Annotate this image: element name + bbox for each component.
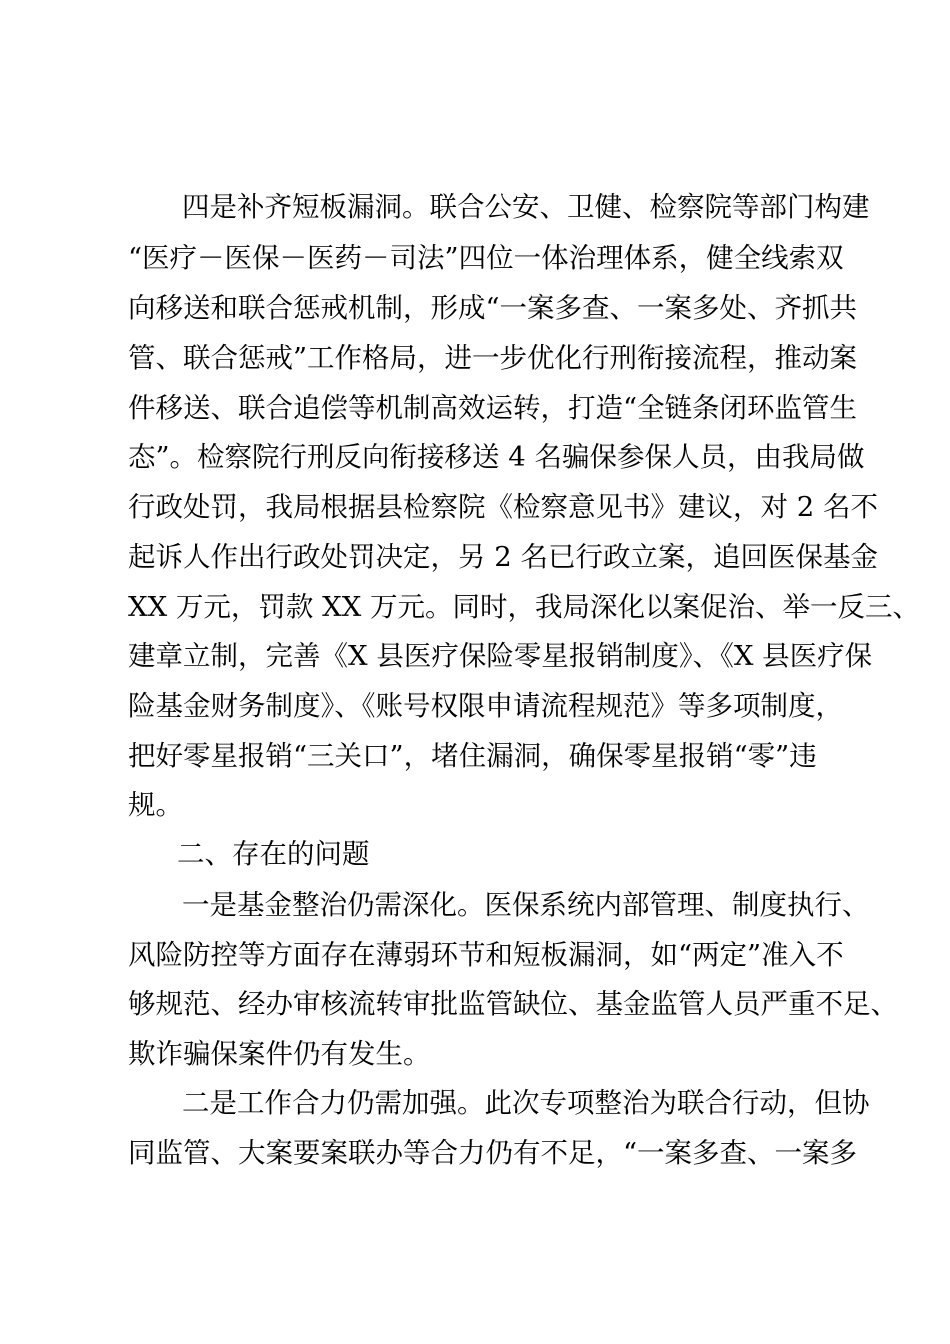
paragraph-4-line-2: “医疗－医保－医药－司法”四位一体治理体系，健全线索双 xyxy=(128,242,844,274)
paragraph-1-line-2: 风险防控等方面存在薄弱环节和短板漏洞，如“两定”准入不 xyxy=(128,939,844,971)
paragraph-4-line-4: 管、联合惩戒”工作格局，进一步优化行刑衔接流程，推动案 xyxy=(128,342,858,374)
paragraph-4-line-3: 向移送和联合惩戒机制，形成“一案多查、一案多处、齐抓共 xyxy=(128,292,858,324)
paragraph-4-line-11: 险基金财务制度》、《账号权限申请流程规范》等多项制度， xyxy=(128,690,843,722)
paragraph-4-line-7: 行政处罚，我局根据县检察院《检察意见书》建议，对 2 名不 xyxy=(128,491,878,523)
paragraph-4-line-8: 起诉人作出行政处罚决定，另 2 名已行政立案，追回医保基金 xyxy=(128,541,878,573)
paragraph-2-line-1: 二是工作合力仍需加强。此次专项整治为联合行动，但协 xyxy=(182,1087,870,1119)
section-heading: 二、存在的问题 xyxy=(177,838,370,870)
paragraph-1-line-3: 够规范、经办审核流转审批监管缺位、基金监管人员严重不足、 xyxy=(128,988,898,1020)
paragraph-4-line-1: 四是补齐短板漏洞。联合公安、卫健、检察院等部门构建 xyxy=(182,191,870,223)
paragraph-2-line-2: 同监管、大案要案联办等合力仍有不足，“一案多查、一案多 xyxy=(128,1137,858,1169)
paragraph-4-line-5: 件移送、联合追偿等机制高效运转，打造“全链条闭环监管生 xyxy=(128,392,858,424)
paragraph-4-line-10: 建章立制，完善《X 县医疗保险零星报销制度》、《X 县医疗保 xyxy=(128,640,873,672)
paragraph-1-line-1: 一是基金整治仍需深化。医保系统内部管理、制度执行、 xyxy=(182,889,870,921)
paragraph-4-line-6: 态”。检察院行刑反向衔接移送 4 名骗保参保人员，由我局做 xyxy=(128,441,865,473)
paragraph-4-line-9: XX 万元，罚款 XX 万元。同时，我局深化以案促治、举一反三、 xyxy=(128,591,921,623)
paragraph-1-line-4: 欺诈骗保案件仍有发生。 xyxy=(128,1038,431,1070)
paragraph-4-line-12: 把好零星报销“三关口”，堵住漏洞，确保零星报销“零”违 xyxy=(128,740,817,772)
paragraph-4-line-13: 规。 xyxy=(128,789,183,821)
